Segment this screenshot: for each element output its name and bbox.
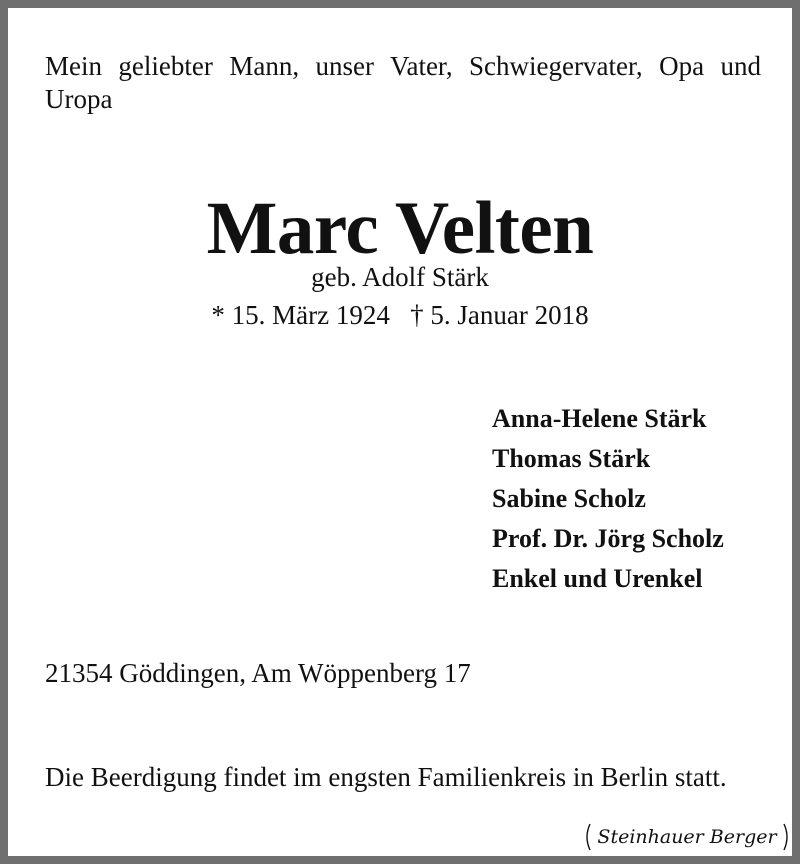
mourner-name: Thomas Stärk (492, 444, 651, 473)
mourner-name: Prof. Dr. Jörg Scholz (492, 524, 724, 553)
mourner-name: Anna-Helene Stärk (492, 404, 707, 433)
mourner-name: Enkel und Urenkel (492, 564, 703, 593)
death-date: † 5. Januar 2018 (410, 300, 589, 330)
steinhauer-berger-signature (582, 820, 792, 854)
mourner-name: Sabine Scholz (492, 484, 646, 513)
mourners-list (492, 399, 792, 599)
svg-text:Steinhauer Berger: Steinhauer Berger (597, 826, 777, 848)
birth-date: * 15. März 1924 (211, 300, 390, 330)
intro-text: Mein geliebter Mann, unser Vater, Schwiegervater, Opa und Uropa (45, 51, 761, 114)
funeral-notice: Die Beerdigung findet im engsten Familienkreis in Berlin statt. (45, 762, 727, 792)
life-dates (8, 299, 792, 331)
birth-name: geb. Adolf Stärk (311, 262, 489, 292)
address: 21354 Göddingen, Am Wöppenberg 17 (45, 658, 471, 688)
deceased-name: Marc Velten (206, 187, 594, 270)
